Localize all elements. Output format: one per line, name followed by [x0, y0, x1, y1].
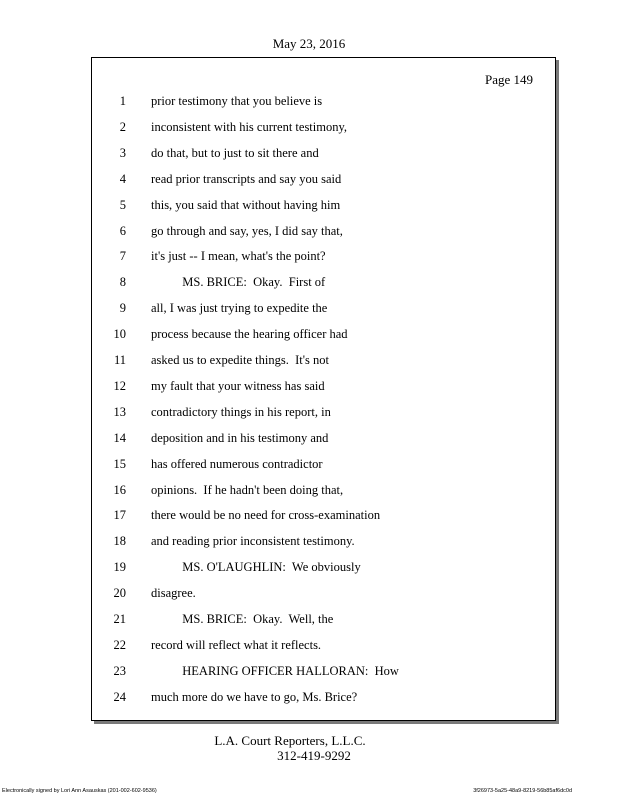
electronic-signature: Electronically signed by Lori Ann Asauskas (201-002-602-9536)	[2, 788, 157, 794]
transcript-page	[91, 57, 556, 721]
transcript-line	[92, 170, 555, 188]
line-number: 6	[119, 223, 126, 238]
line-text: it's just -- I mean, what's the point?	[151, 249, 326, 264]
line-number: 3	[119, 145, 126, 160]
line-text: MS. BRICE: Okay. First of	[151, 275, 326, 290]
line-text: MS. O'LAUGHLIN: We obviously	[151, 560, 361, 575]
line-text: has offered numerous contradictor	[151, 456, 323, 471]
footer-company: L.A. Court Reporters, L.L.C.	[214, 733, 366, 748]
line-text: read prior transcripts and say you said	[151, 171, 342, 186]
line-number: 7	[119, 249, 126, 264]
line-number: 11	[113, 353, 126, 367]
transcript-line	[92, 403, 555, 421]
line-text: record will reflect what it reflects.	[151, 637, 322, 652]
line-text: and reading prior inconsistent testimony.	[151, 534, 355, 549]
transcript-line	[92, 610, 555, 628]
transcript-line	[92, 92, 555, 110]
line-text: MS. BRICE: Okay. Well, the	[151, 612, 334, 626]
line-number: 14	[113, 430, 126, 445]
transcript-line	[92, 532, 555, 550]
line-number: 17	[113, 508, 126, 523]
transcript-line	[92, 144, 555, 162]
line-number: 9	[119, 301, 126, 316]
transcript-line	[92, 481, 555, 499]
transcript-line	[92, 506, 555, 524]
page-number: Page 149	[484, 72, 533, 87]
line-number: 4	[119, 171, 126, 186]
line-number: 5	[119, 197, 126, 212]
line-text: my fault that your witness has said	[151, 378, 325, 393]
line-number: 12	[113, 378, 126, 393]
line-number: 22	[113, 637, 126, 652]
line-number: 24	[113, 689, 126, 704]
line-number: 16	[113, 482, 126, 497]
line-text: this, you said that without having him	[151, 197, 341, 212]
transcript-line	[92, 222, 555, 240]
transcript-line	[92, 118, 555, 136]
line-text: disagree.	[151, 586, 196, 601]
line-text: do that, but to just to sit there and	[151, 145, 319, 160]
transcript-line	[92, 247, 555, 265]
line-text: process because the hearing officer had	[151, 327, 348, 342]
line-text: much more do we have to go, Ms. Brice?	[151, 689, 358, 704]
transcript-line	[92, 325, 555, 343]
footer-phone: 312-419-9292	[277, 748, 351, 763]
document-hash: 3f26973-5a25-48a9-8219-56b85af6dc0d	[473, 788, 572, 794]
line-text: HEARING OFFICER HALLORAN: How	[151, 663, 399, 678]
transcript-line	[92, 196, 555, 214]
line-number: 19	[113, 560, 126, 575]
transcript-line	[92, 351, 555, 369]
line-text: inconsistent with his current testimony,	[151, 119, 348, 134]
line-text: there would be no need for cross-examination	[151, 508, 381, 523]
line-number: 2	[119, 119, 126, 134]
line-number: 1	[119, 94, 126, 108]
line-text: prior testimony that you believe is	[151, 94, 323, 108]
line-text: go through and say, yes, I did say that,	[151, 223, 343, 238]
transcript-line	[92, 636, 555, 654]
line-text: opinions. If he hadn't been doing that,	[151, 482, 344, 497]
transcript-line	[92, 558, 555, 576]
transcript-line	[92, 662, 555, 680]
transcript-line	[92, 688, 555, 706]
line-number: 10	[113, 327, 126, 342]
transcript-line	[92, 299, 555, 317]
transcript-line	[92, 377, 555, 395]
line-text: deposition and in his testimony and	[151, 430, 329, 445]
line-text: all, I was just trying to expedite the	[151, 301, 328, 316]
line-number: 23	[113, 663, 126, 678]
line-number: 20	[113, 586, 126, 601]
transcript-line	[92, 273, 555, 291]
line-number: 13	[113, 404, 126, 419]
line-number: 18	[113, 534, 126, 549]
line-text: asked us to expedite things. It's not	[151, 353, 329, 367]
transcript-line	[92, 429, 555, 447]
line-text: contradictory things in his report, in	[151, 404, 331, 419]
transcript-line	[92, 455, 555, 473]
transcript-line	[92, 584, 555, 602]
line-number: 15	[113, 456, 126, 471]
header-date: May 23, 2016	[272, 36, 346, 51]
line-number: 21	[113, 612, 126, 626]
line-number: 8	[119, 275, 126, 290]
